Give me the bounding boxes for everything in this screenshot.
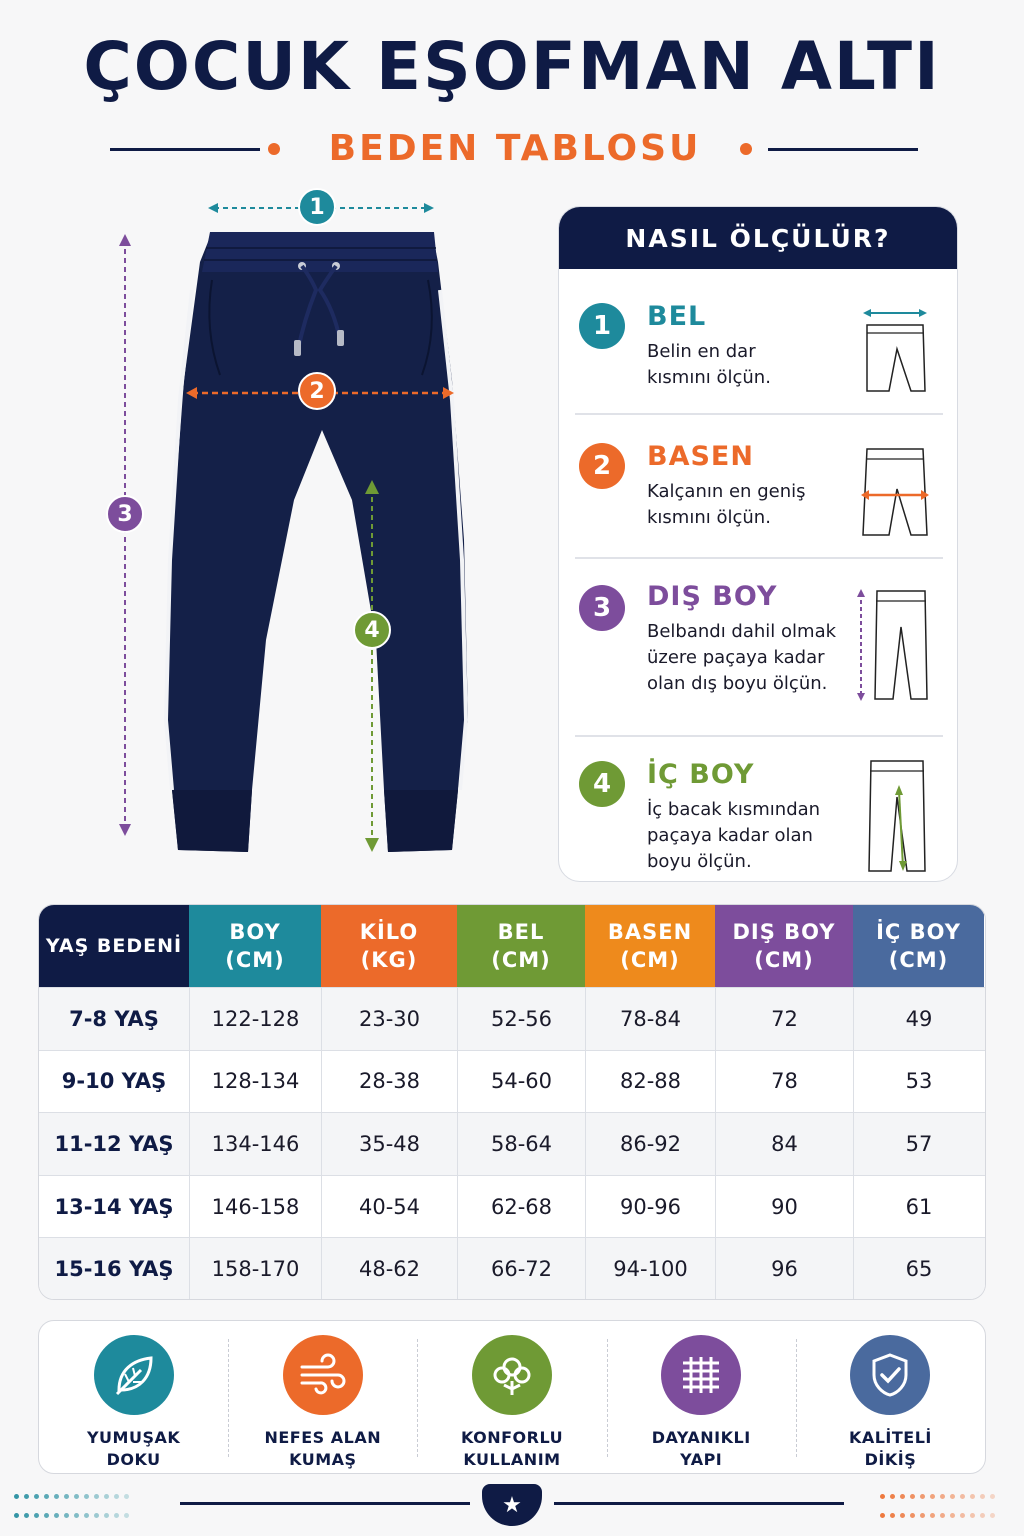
table-row (39, 1050, 985, 1113)
decor-dot (94, 1513, 99, 1518)
waist-pants-icon (855, 303, 935, 393)
table-cell: 65 (853, 1238, 984, 1300)
decor-dot (114, 1513, 119, 1518)
table-cell: 90 (715, 1176, 853, 1238)
decor-dot (910, 1513, 915, 1518)
feature-label: DAYANIKLI YAPI (651, 1428, 751, 1469)
decor-dot (114, 1494, 119, 1499)
decor-dot (124, 1494, 129, 1499)
decor-dot (990, 1513, 995, 1518)
decor-dot (900, 1494, 905, 1499)
decor-dot (930, 1494, 935, 1499)
feature-breathable (228, 1321, 417, 1473)
table-cell: 28-38 (321, 1051, 457, 1113)
decor-dot (44, 1494, 49, 1499)
page-subtitle: BEDEN TABLOSU (328, 128, 702, 169)
table-cell: 96 (715, 1238, 853, 1300)
footer-line-left (180, 1502, 470, 1505)
measure-title-hip: BASEN (647, 441, 754, 472)
measure-item-waist (559, 299, 958, 409)
decor-dot (104, 1494, 109, 1499)
table-body (39, 987, 985, 1300)
col-header-inseam: İÇ BOY (CM) (853, 905, 984, 987)
decor-dot (990, 1494, 995, 1499)
measure-num-1: 1 (579, 303, 625, 349)
decor-dot (74, 1494, 79, 1499)
size-table (38, 904, 986, 1300)
measure-badge-3: 3 (106, 495, 144, 533)
table-cell: 94-100 (585, 1238, 715, 1300)
table-cell: 61 (853, 1176, 984, 1238)
age-size-cell: 11-12 YAŞ (54, 1131, 174, 1156)
decor-dot (970, 1494, 975, 1499)
decor-dot (980, 1494, 985, 1499)
decor-dot (940, 1494, 945, 1499)
table-cell: 54-60 (457, 1051, 585, 1113)
decor-dot (64, 1494, 69, 1499)
decor-dot (84, 1513, 89, 1518)
measure-guide-panel (558, 206, 958, 882)
feature-soft (39, 1321, 228, 1473)
table-cell: 134-146 (189, 1113, 321, 1175)
table-cell: 53 (853, 1051, 984, 1113)
decor-dot (14, 1513, 19, 1518)
measure-badge-2: 2 (298, 372, 336, 410)
feature-comfort (417, 1321, 606, 1473)
feature-label: KONFORLU KULLANIM (460, 1428, 564, 1469)
measure-title-outseam: DIŞ BOY (647, 581, 778, 612)
decor-dot (950, 1513, 955, 1518)
col-header-age: YAŞ BEDENİ (39, 905, 189, 987)
decor-dot (910, 1494, 915, 1499)
measure-item-inseam (559, 757, 958, 877)
decor-dot (880, 1494, 885, 1499)
separator (575, 735, 943, 737)
measure-desc-inseam: İç bacak kısmından paçaya kadar olan boyu ölçün. (647, 799, 821, 872)
table-row (39, 1112, 985, 1175)
measure-desc-hip: Kalçanın en geniş kısmını ölçün. (647, 481, 806, 528)
feature-label: YUMUŞAK DOKU (86, 1428, 181, 1469)
table-cell: 128-134 (189, 1051, 321, 1113)
age-size-cell: 7-8 YAŞ (69, 1006, 159, 1031)
divider-dot-right (740, 143, 752, 155)
table-cell: 62-68 (457, 1176, 585, 1238)
decor-dots-right (880, 1490, 1000, 1528)
measure-num-2: 2 (579, 443, 625, 489)
col-header-outseam: DIŞ BOY (CM) (715, 905, 853, 987)
decor-dot (34, 1494, 39, 1499)
decor-dot (124, 1513, 129, 1518)
separator (575, 413, 943, 415)
page-title: ÇOCUK EŞOFMAN ALTI (83, 28, 941, 105)
table-cell: 23-30 (321, 988, 457, 1050)
shield-check-icon (850, 1335, 930, 1415)
col-header-hip: BASEN (CM) (585, 905, 715, 987)
decor-dot (920, 1494, 925, 1499)
feature-label: KALİTELİ DİKİŞ (848, 1428, 932, 1469)
decor-dots-left (14, 1490, 134, 1528)
table-cell: 48-62 (321, 1238, 457, 1300)
age-size-cell: 9-10 YAŞ (61, 1069, 167, 1094)
table-row (39, 987, 985, 1050)
measure-item-hip (559, 439, 958, 559)
table-cell: 72 (715, 988, 853, 1050)
table-cell: 49 (853, 988, 984, 1050)
decor-dot (24, 1513, 29, 1518)
cotton-icon (472, 1335, 552, 1415)
decor-dot (54, 1513, 59, 1518)
feature-quality (796, 1321, 985, 1473)
decor-dot (94, 1494, 99, 1499)
measure-num-3: 3 (579, 585, 625, 631)
decor-dot (940, 1513, 945, 1518)
measure-item-outseam (559, 579, 958, 739)
divider-line-right (768, 148, 918, 151)
footer-line-right (554, 1502, 844, 1505)
outseam-pants-icon (855, 587, 935, 707)
age-size-cell: 15-16 YAŞ (54, 1257, 174, 1282)
table-cell: 35-48 (321, 1113, 457, 1175)
table-cell: 57 (853, 1113, 984, 1175)
decor-dot (880, 1513, 885, 1518)
hip-pants-icon (855, 445, 935, 537)
inseam-pants-icon (855, 757, 935, 875)
decor-dot (890, 1513, 895, 1518)
decor-dot (960, 1513, 965, 1518)
decor-dot (54, 1494, 59, 1499)
measure-guide-title: NASIL ÖLÇÜLÜR? (559, 207, 957, 269)
table-cell: 78-84 (585, 988, 715, 1050)
decor-dot (84, 1494, 89, 1499)
table-cell: 58-64 (457, 1113, 585, 1175)
feature-label: NEFES ALAN KUMAŞ (264, 1428, 382, 1469)
sweatpants-illustration (100, 188, 540, 868)
table-cell: 84 (715, 1113, 853, 1175)
measure-title-inseam: İÇ BOY (647, 759, 755, 790)
decor-dot (64, 1513, 69, 1518)
measure-desc-outseam: Belbandı dahil olmak üzere paçaya kadar olan dış boyu ölçün. (647, 621, 837, 694)
col-header-waist: BEL (CM) (457, 905, 585, 987)
decor-dot (44, 1513, 49, 1518)
decor-dot (900, 1513, 905, 1518)
table-cell: 122-128 (189, 988, 321, 1050)
col-header-height: BOY (CM) (189, 905, 321, 987)
measure-title-waist: BEL (647, 301, 707, 332)
pants-shape (166, 232, 468, 852)
decor-dot (960, 1494, 965, 1499)
decor-dot (104, 1513, 109, 1518)
table-cell: 146-158 (189, 1176, 321, 1238)
table-row (39, 1237, 985, 1300)
table-row (39, 1175, 985, 1238)
table-cell: 40-54 (321, 1176, 457, 1238)
features-bar (38, 1320, 986, 1474)
measure-badge-4: 4 (353, 611, 391, 649)
table-header (39, 905, 985, 987)
table-cell: 78 (715, 1051, 853, 1113)
decor-dot (980, 1513, 985, 1518)
measure-desc-waist: Belin en dar kısmını ölçün. (647, 341, 771, 388)
decor-dot (890, 1494, 895, 1499)
decor-dot (920, 1513, 925, 1518)
feature-durable (607, 1321, 796, 1473)
wind-icon (283, 1335, 363, 1415)
separator (575, 557, 943, 559)
decor-dot (24, 1494, 29, 1499)
decor-dot (34, 1513, 39, 1518)
decor-dot (930, 1513, 935, 1518)
table-cell: 66-72 (457, 1238, 585, 1300)
measure-badge-1: 1 (298, 188, 336, 226)
table-cell: 86-92 (585, 1113, 715, 1175)
table-cell: 90-96 (585, 1176, 715, 1238)
decor-dot (14, 1494, 19, 1499)
table-cell: 52-56 (457, 988, 585, 1050)
star-badge: ★ (482, 1484, 542, 1526)
table-cell: 82-88 (585, 1051, 715, 1113)
decor-dot (74, 1513, 79, 1518)
decor-dot (950, 1494, 955, 1499)
age-size-cell: 13-14 YAŞ (54, 1194, 174, 1219)
col-header-weight: KİLO (KG) (321, 905, 457, 987)
waistband (202, 232, 438, 272)
decor-dot (970, 1513, 975, 1518)
table-cell: 158-170 (189, 1238, 321, 1300)
fabric-weave-icon (661, 1335, 741, 1415)
subtitle-row (110, 128, 920, 172)
measure-num-4: 4 (579, 761, 625, 807)
leaf-icon (94, 1335, 174, 1415)
